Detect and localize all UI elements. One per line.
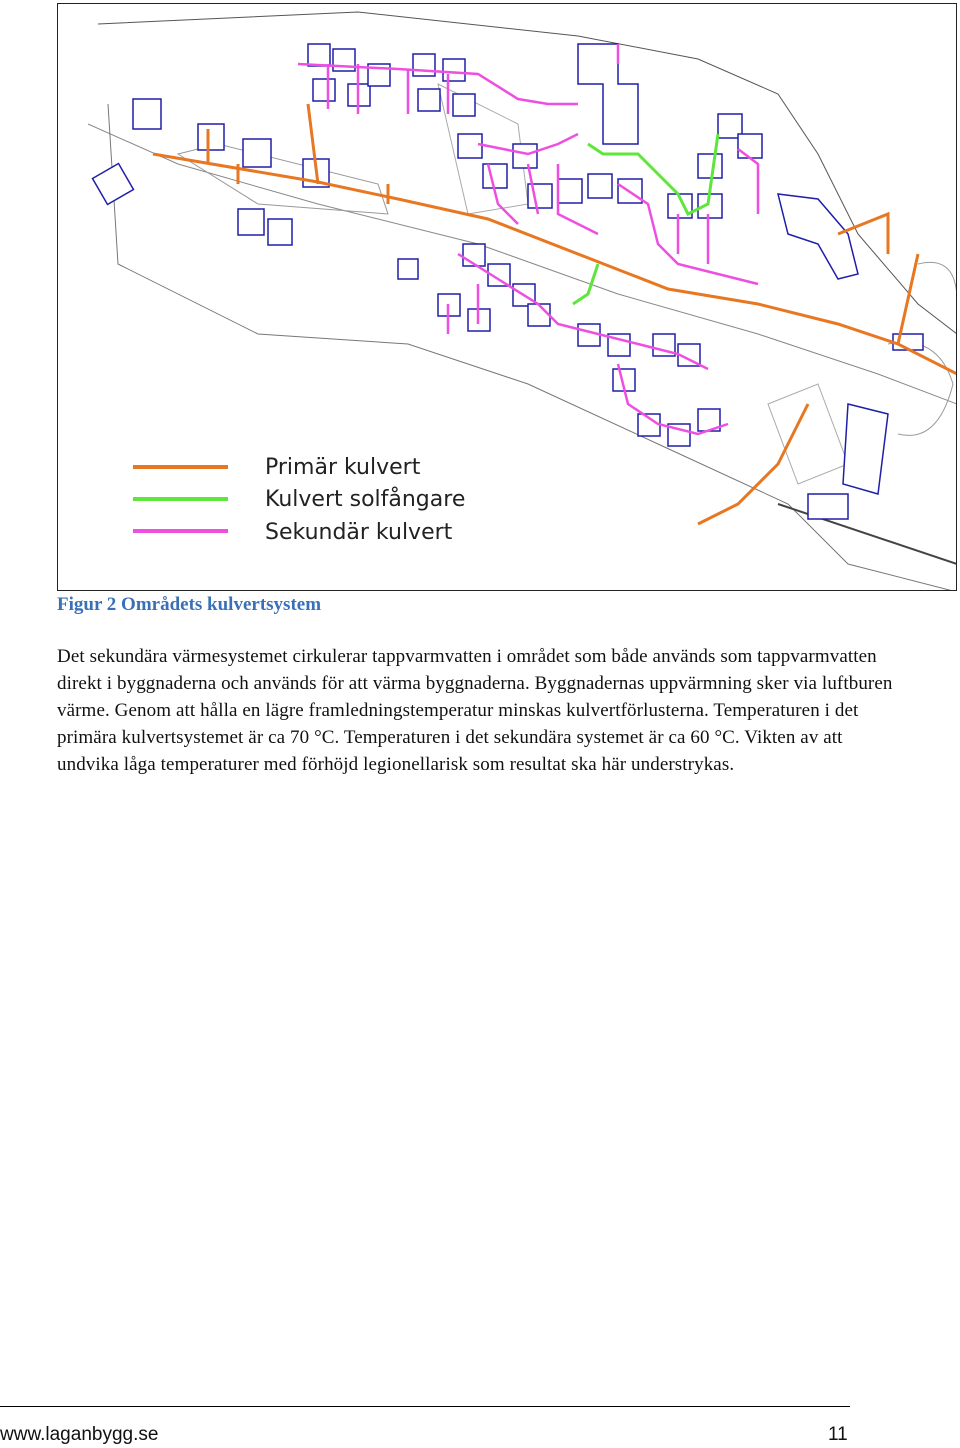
building: [238, 209, 264, 235]
building: [588, 174, 612, 198]
legend-label-secondary: Sekundär kulvert: [265, 520, 453, 545]
paragraph-text: Det sekundära värmesystemet cirkulerar tappvarmvatten i området som både används som tappvarmvatten direkt i byggnaderna och används för att värma byggnaderna. Byggnadernas uppvärmning sker via luftburen värme. Genom att hålla en lägre framledningstemperatur minskas kulvertförlusterna. Temperaturen i det primära kulvertsystemet är ca 70 °C. Temperaturen i det sekundära systemet är ca 60 °C. Vikten av att undvika låga temperaturer med förhöjd legionellarisk som resultat ska här understrykas.: [57, 646, 893, 775]
building: [313, 79, 335, 101]
building: [243, 139, 271, 167]
building: [398, 259, 418, 279]
solar-culvert-lines: [573, 134, 718, 304]
building: [308, 44, 330, 66]
building: [698, 154, 722, 178]
building: [513, 144, 537, 168]
building: [778, 194, 858, 279]
building: [453, 94, 475, 116]
building: [93, 164, 134, 205]
page-number: 11: [828, 1424, 848, 1445]
site-plan-map: [58, 4, 957, 591]
building: [843, 404, 888, 494]
legend-label-primary: Primär kulvert: [265, 455, 421, 480]
building: [558, 179, 582, 203]
building: [808, 494, 848, 519]
body-paragraph: [57, 643, 902, 778]
building: [443, 59, 465, 81]
footer-divider: [0, 1406, 850, 1407]
building: [268, 219, 292, 245]
legend-label-solar: Kulvert solfångare: [265, 487, 466, 512]
building: [133, 99, 161, 129]
building: [458, 134, 482, 158]
footer-website: www.laganbygg.se: [0, 1424, 159, 1445]
building: [578, 44, 638, 144]
building: [198, 124, 224, 150]
building: [528, 304, 550, 326]
building: [483, 164, 507, 188]
buildings: [93, 44, 923, 519]
figure-caption: Figur 2 Områdets kulvertsystem: [57, 594, 322, 615]
building: [418, 89, 440, 111]
building: [578, 324, 600, 346]
building: [738, 134, 762, 158]
site-plan-figure: [57, 3, 957, 591]
building: [413, 54, 435, 76]
map-legend: [133, 455, 465, 545]
